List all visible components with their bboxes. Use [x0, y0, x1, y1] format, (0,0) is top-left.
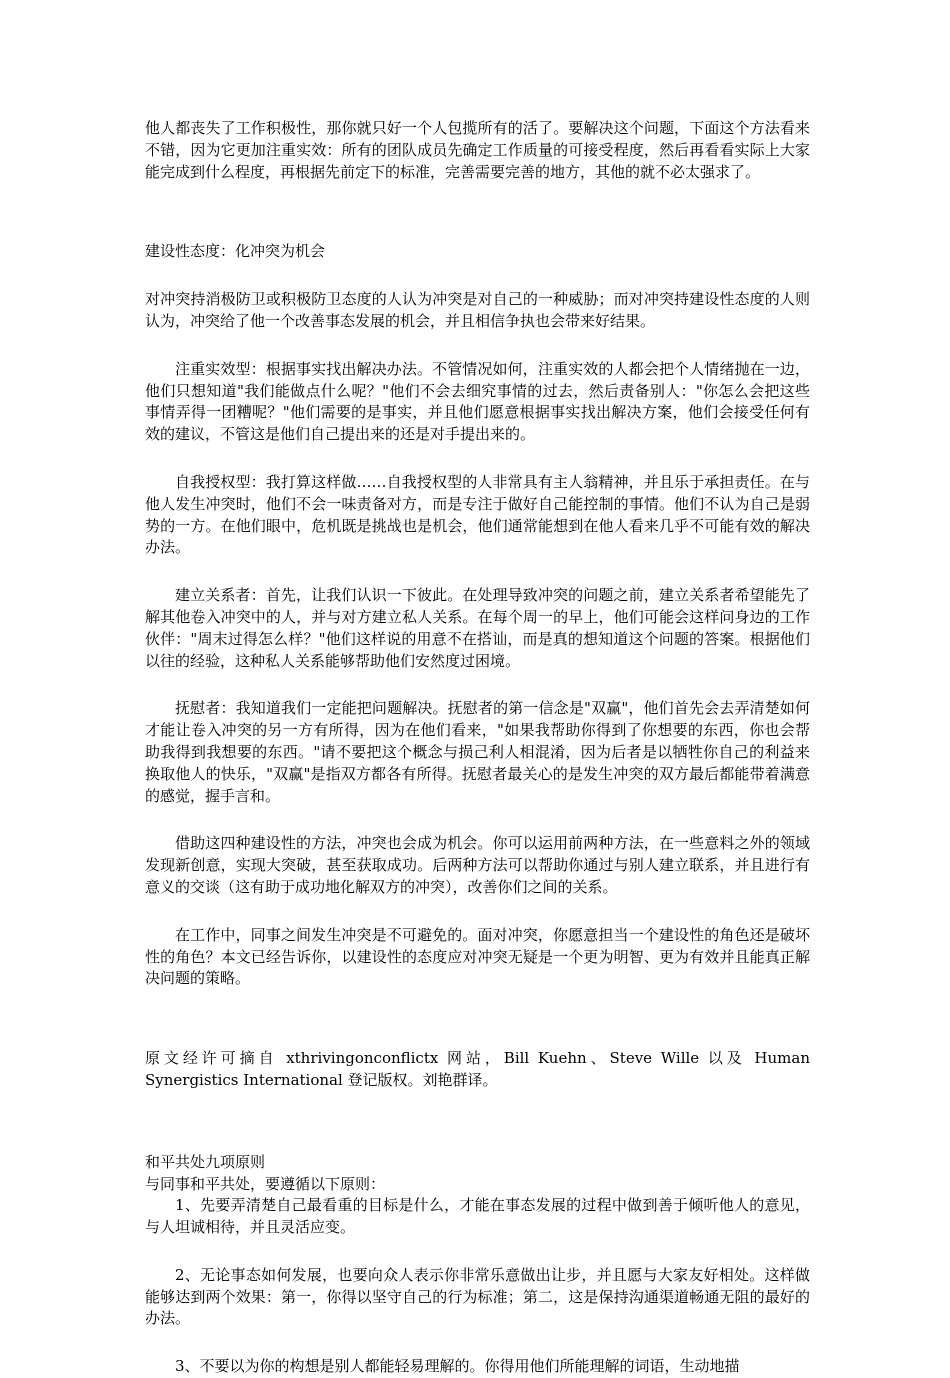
spacer [145, 333, 810, 359]
section-heading-nine-principles: 和平共处九项原则 [145, 1152, 266, 1171]
paragraph-self-empowered-type: 自我授权型：我打算这样做……自我授权型的人非常具有主人翁精神，并且乐于承担责任。在与他人发生冲突时，他们不会一味责备对方，而是专注于做好自己能控制的事情。他们不认为自己是弱势的一方。在他们眼中，危机既是挑战也是机会，他们通常能想到在他人看来几乎不可能有效的解决办法。 [145, 472, 810, 557]
paragraph-continuation: 他人都丧失了工作积极性，那你就只好一个人包揽所有的活了。要解决这个问题，下面这个方法看来不错，因为它更加注重实效：所有的团队成员先确定工作质量的可接受程度，然后再看看实际上大家能完成到什么程度，再根据先前定下的标准，完善需要完善的地方，其他的就不必太强求了。 [145, 119, 810, 181]
spacer [145, 559, 810, 585]
spacer [145, 1239, 810, 1265]
source-note: 原文经许可摘自 xthrivingonconflictx 网站，Bill Kuehn、Steve Wille 以及 Human Synergistics International 登记版权。刘艳群译。 [145, 1049, 810, 1089]
principle-item-3: 3、不要以为你的构想是别人都能轻易理解的。你得用他们所能理解的词语，生动地描 [175, 1357, 740, 1376]
spacer [145, 263, 810, 289]
paragraph-soother: 抚慰者：我知道我们一定能把问题解决。抚慰者的第一信念是"双赢"，他们首先会去弄清楚如何才能让卷入冲突的另一方有所得，因为在他们看来，"如果我帮助你得到了你想要的东西，你也会帮助我得到我想要的东西。"请不要把这个概念与损己利人相混淆，因为后者是以牺牲你自己的利益来换取他人的快乐，"双赢"是指双方都各有所得。抚慰者最关心的是发生冲突的双方最后都能带着满意的感觉，握手言和。 [145, 699, 810, 805]
document-page [145, 118, 810, 1378]
spacer [145, 183, 810, 241]
paragraph-constructive-intro: 对冲突持消极防卫或积极防卫态度的人认为冲突是对自己的一种威胁；而对冲突持建设性态度的人则认为，冲突给了他一个改善事态发展的机会，并且相信争执也会带来好结果。 [145, 290, 810, 330]
paragraph-pragmatic-type: 注重实效型：根据事实找出解决办法。不管情况如何，注重实效的人都会把个人情绪抛在一边，他们只想知道"我们能做点什么呢？"他们不会去细究事情的过去，然后责备别人："你怎么会把这些事情弄得一团糟呢？"他们需要的是事实，并且他们愿意根据事实找出解决方案，他们会接受任何有效的建议，不管这是他们自己提出来的还是对手提出来的。 [145, 359, 810, 444]
paragraph-relationship-builder: 建立关系者：首先，让我们认识一下彼此。在处理导致冲突的问题之前，建立关系者希望能先了解其他卷入冲突中的人，并与对方建立私人关系。在每个周一的早上，他们可能会这样问身边的工作伙伴："周末过得怎么样？"他们这样说的用意不在搭讪，而是真的想知道这个问题的答案。根据他们以往的经验，这种私人关系能够帮助他们安然度过困境。 [145, 586, 810, 670]
principle-item-2: 2、无论事态如何发展，也要向众人表示你非常乐意做出让步，并且愿与大家友好相处。这样做能够达到两个效果：第一，你得以坚守自己的行为标准；第二，这是保持沟通渠道畅通无阻的最好的办法。 [145, 1265, 810, 1328]
spacer [145, 672, 810, 698]
principle-item-1: 1、先要弄清楚自己最看重的目标是什么，才能在事态发展的过程中做到善于倾听他人的意见，与人坦诚相待，并且灵活应变。 [145, 1196, 810, 1237]
spacer [145, 899, 810, 925]
spacer [145, 1330, 810, 1356]
section-heading-constructive-attitude: 建设性态度：化冲突为机会 [145, 242, 326, 261]
spacer [145, 807, 810, 833]
spacer [145, 1092, 810, 1152]
spacer [145, 990, 810, 1048]
paragraph-four-methods: 借助这四种建设性的方法，冲突也会成为机会。你可以运用前两种方法，在一些意料之外的领域发现新创意，实现大突破，甚至获取成功。后两种方法可以帮助你通过与别人建立联系，并且进行有意义的交谈（这有助于成功地化解双方的冲突），改善你们之间的关系。 [145, 834, 810, 896]
principles-intro: 与同事和平共处，要遵循以下原则： [145, 1174, 386, 1193]
spacer [145, 446, 810, 472]
paragraph-conclusion: 在工作中，同事之间发生冲突是不可避免的。面对冲突，你愿意担当一个建设性的角色还是破坏性的角色？本文已经告诉你，以建设性的态度应对冲突无疑是一个更为明智、更为有效并且能真正解决问题的策略。 [145, 925, 810, 988]
